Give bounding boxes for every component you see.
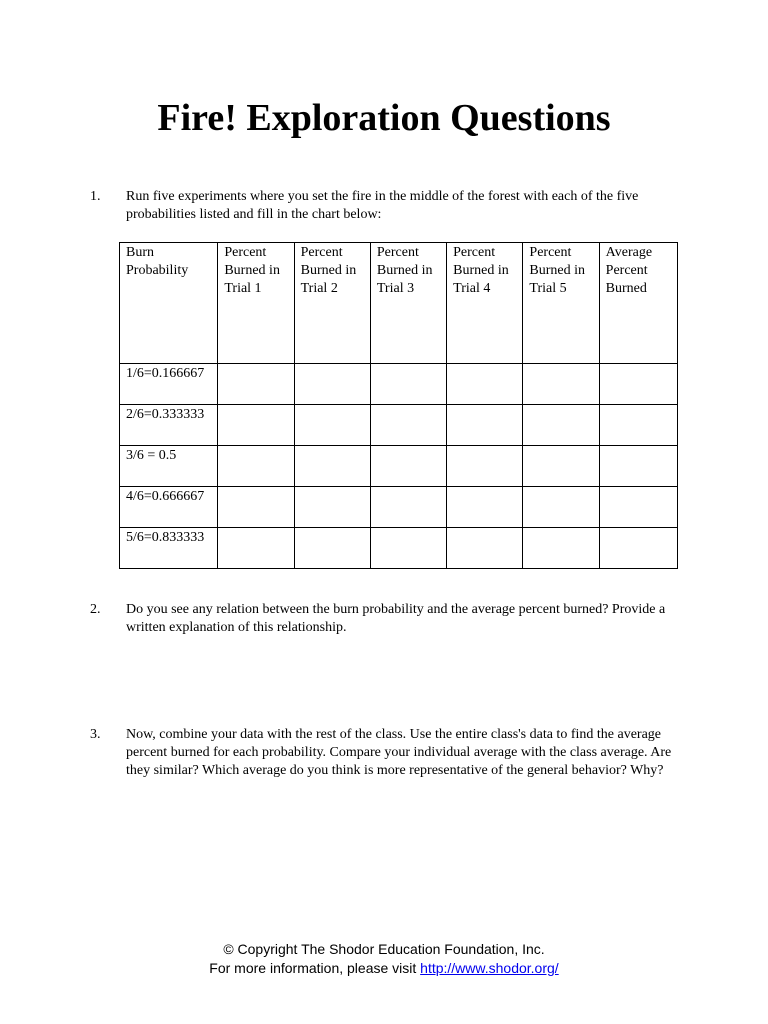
column-header: Percent Burned in Trial 1	[218, 243, 294, 364]
blank-cell	[523, 405, 599, 446]
blank-cell	[599, 487, 677, 528]
blank-cell	[294, 405, 370, 446]
blank-cell	[447, 405, 523, 446]
probability-cell: 5/6=0.833333	[120, 528, 218, 569]
blank-cell	[370, 487, 446, 528]
table-header-row	[120, 243, 678, 364]
column-header: Percent Burned in Trial 3	[370, 243, 446, 364]
table-row	[120, 405, 678, 446]
blank-cell	[599, 528, 677, 569]
probability-cell: 4/6=0.666667	[120, 487, 218, 528]
question-1	[90, 188, 690, 224]
table-row	[120, 487, 678, 528]
more-info-line	[0, 959, 768, 978]
shodor-link[interactable]: http://www.shodor.org/	[420, 960, 559, 976]
table-row	[120, 446, 678, 487]
probability-cell: 3/6 = 0.5	[120, 446, 218, 487]
blank-cell	[370, 405, 446, 446]
blank-cell	[523, 528, 599, 569]
blank-cell	[447, 446, 523, 487]
blank-cell	[599, 405, 677, 446]
more-info-text: For more information, please visit	[209, 960, 421, 976]
question-text: Now, combine your data with the rest of the class. Use the entire class's data to find the average percent burned for each probability. Compare your individual average with the class average. Are they similar? Which average do you think is more representative of the general behavior? Why?	[126, 727, 672, 778]
blank-cell	[599, 446, 677, 487]
column-header: Average Percent Burned	[599, 243, 677, 364]
question-number: 1.	[90, 189, 101, 204]
blank-cell	[370, 528, 446, 569]
blank-cell	[218, 487, 294, 528]
blank-cell	[218, 364, 294, 405]
blank-cell	[218, 528, 294, 569]
question-number: 3.	[90, 727, 101, 742]
blank-cell	[370, 364, 446, 405]
blank-cell	[447, 364, 523, 405]
column-header: Percent Burned in Trial 2	[294, 243, 370, 364]
blank-cell	[294, 528, 370, 569]
blank-cell	[523, 364, 599, 405]
question-text: Run five experiments where you set the fire in the middle of the forest with each of the five probabilities listed and fill in the chart below:	[126, 189, 639, 222]
footer	[0, 940, 768, 978]
table-row	[120, 528, 678, 569]
question-2	[90, 601, 690, 637]
blank-cell	[294, 487, 370, 528]
copyright-text: © Copyright The Shodor Education Foundation, Inc.	[223, 941, 545, 957]
blank-cell	[218, 446, 294, 487]
column-header: Percent Burned in Trial 5	[523, 243, 599, 364]
probability-cell: 2/6=0.333333	[120, 405, 218, 446]
blank-cell	[218, 405, 294, 446]
blank-cell	[294, 446, 370, 487]
blank-cell	[523, 487, 599, 528]
question-number: 2.	[90, 602, 101, 617]
blank-cell	[447, 487, 523, 528]
column-header: Burn Probability	[120, 243, 218, 364]
column-header: Percent Burned in Trial 4	[447, 243, 523, 364]
burn-probability-chart	[119, 242, 678, 569]
table-row	[120, 364, 678, 405]
page-title: Fire! Exploration Questions	[157, 97, 611, 139]
blank-cell	[523, 446, 599, 487]
blank-cell	[294, 364, 370, 405]
blank-cell	[447, 528, 523, 569]
blank-cell	[599, 364, 677, 405]
question-3	[90, 726, 690, 780]
probability-cell: 1/6=0.166667	[120, 364, 218, 405]
question-text: Do you see any relation between the burn probability and the average percent burned? Provide a written explanation of this relationship.	[126, 602, 666, 635]
blank-cell	[370, 446, 446, 487]
